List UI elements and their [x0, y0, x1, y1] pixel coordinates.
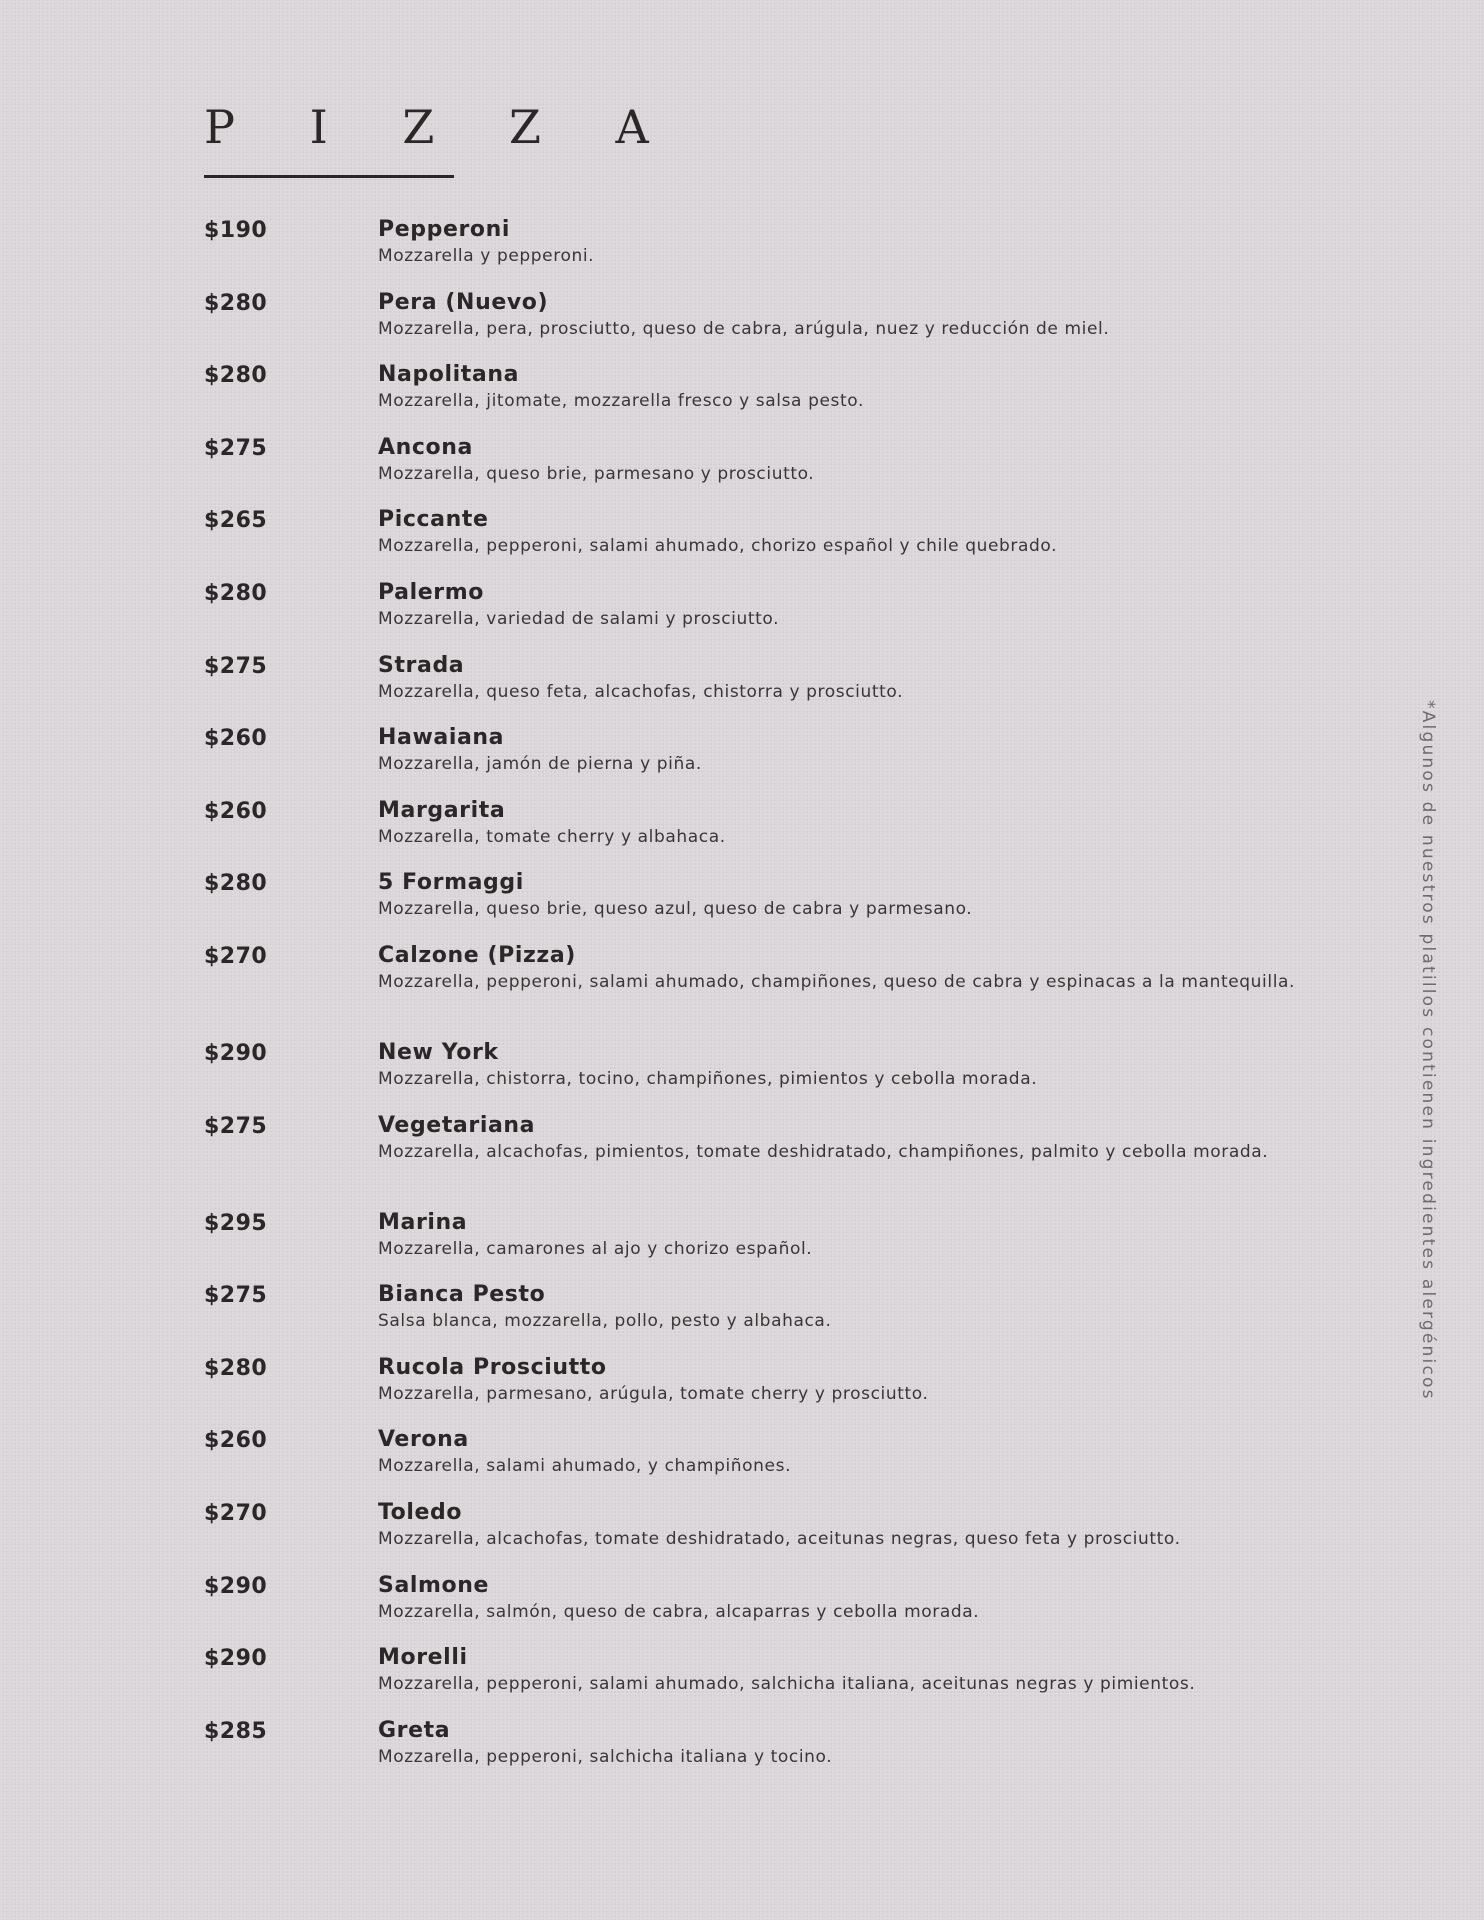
item-price: $275	[204, 1283, 268, 1309]
menu-item	[204, 361, 1324, 434]
item-description: Mozzarella, jamón de pierna y piña.	[378, 754, 702, 775]
item-name: Pepperoni	[378, 217, 511, 242]
item-price: $260	[204, 1428, 268, 1454]
item-name: Hawaiana	[378, 725, 505, 751]
item-name: Morelli	[378, 1645, 468, 1671]
item-description: Mozzarella, salmón, queso de cabra, alcaparras y cebolla morada.	[378, 1601, 980, 1622]
item-description: Mozzarella, tomate cherry y albahaca.	[378, 826, 726, 847]
item-name: New York	[378, 1039, 499, 1065]
item-description: Mozzarella, salami ahumado, y champiñones.	[378, 1456, 792, 1477]
item-price: $275	[204, 1113, 268, 1139]
item-description: Mozzarella, camarones al ajo y chorizo español.	[378, 1238, 813, 1259]
item-description: Mozzarella, alcachofas, tomate deshidratado, aceitunas negras, queso feta y prosciutto.	[378, 1528, 1181, 1549]
item-price: $265	[204, 508, 268, 534]
menu-item	[204, 1281, 1324, 1354]
item-name: Verona	[378, 1427, 469, 1453]
allergen-note: *Algunos de nuestros platillos contienen ingredientes alergénicos	[1418, 700, 1438, 1401]
page-title: P I Z Z A	[204, 100, 679, 154]
item-price: $280	[204, 363, 268, 389]
item-description: Salsa blanca, mozzarella, pollo, pesto y albahaca.	[378, 1311, 832, 1332]
item-price: $290	[204, 1573, 268, 1599]
item-description: Mozzarella, variedad de salami y prosciutto.	[378, 608, 780, 629]
item-name: Bianca Pesto	[378, 1282, 546, 1308]
item-name: Rucola Prosciutto	[378, 1354, 607, 1380]
menu-item	[204, 942, 1324, 1039]
title-underline	[204, 175, 454, 178]
item-name: Pera (Nuevo)	[378, 289, 549, 315]
menu-item	[204, 652, 1324, 725]
item-description: Mozzarella, pepperoni, salchicha italiana y tocino.	[378, 1746, 833, 1767]
item-description: Mozzarella, pepperoni, salami ahumado, salchicha italiana, aceitunas negras y pimientos.	[378, 1674, 1196, 1695]
item-name: Palermo	[378, 579, 484, 605]
item-name: Toledo	[378, 1499, 463, 1525]
menu-item	[204, 1499, 1324, 1572]
pizza-menu-list	[204, 216, 1324, 1789]
menu-item	[204, 1209, 1324, 1282]
item-price: $280	[204, 1355, 268, 1381]
menu-item	[204, 289, 1324, 362]
item-description: Mozzarella, queso feta, alcachofas, chistorra y prosciutto.	[378, 681, 904, 702]
item-price: $190	[204, 218, 268, 243]
item-name: Strada	[378, 652, 465, 678]
menu-item	[204, 579, 1324, 652]
item-description: Mozzarella, pepperoni, salami ahumado, champiñones, queso de cabra y espinacas a la mantequilla.	[378, 971, 1296, 992]
item-description: Mozzarella y pepperoni.	[378, 246, 595, 266]
item-description: Mozzarella, chistorra, tocino, champiñones, pimientos y cebolla morada.	[378, 1068, 1038, 1089]
item-description: Mozzarella, jitomate, mozzarella fresco y salsa pesto.	[378, 391, 864, 412]
menu-item	[204, 724, 1324, 797]
item-price: $270	[204, 943, 268, 969]
item-name: Marina	[378, 1209, 468, 1235]
item-price: $280	[204, 580, 268, 606]
item-name: Calzone (Pizza)	[378, 942, 576, 968]
item-price: $290	[204, 1646, 268, 1672]
menu-item	[204, 797, 1324, 870]
item-description: Mozzarella, alcachofas, pimientos, tomate deshidratado, champiñones, palmito y cebolla morada.	[378, 1141, 1269, 1162]
item-description: Mozzarella, queso brie, queso azul, queso de cabra y parmesano.	[378, 899, 973, 920]
item-price: $270	[204, 1500, 268, 1526]
menu-item	[204, 434, 1324, 507]
item-name: Margarita	[378, 797, 506, 823]
menu-item	[204, 1426, 1324, 1499]
item-description: Mozzarella, pepperoni, salami ahumado, chorizo español y chile quebrado.	[378, 536, 1058, 557]
item-price: $295	[204, 1210, 268, 1236]
item-description: Mozzarella, queso brie, parmesano y prosciutto.	[378, 463, 815, 484]
item-price: $260	[204, 798, 268, 824]
item-name: Piccante	[378, 507, 489, 533]
item-name: Salmone	[378, 1572, 490, 1598]
item-name: Ancona	[378, 434, 473, 460]
menu-item	[204, 1644, 1324, 1717]
item-price: $260	[204, 726, 268, 752]
item-name: 5 Formaggi	[378, 870, 524, 896]
menu-item	[204, 869, 1324, 942]
item-description: Mozzarella, parmesano, arúgula, tomate cherry y prosciutto.	[378, 1383, 929, 1404]
menu-item	[204, 1039, 1324, 1112]
item-price: $280	[204, 871, 268, 897]
item-price: $290	[204, 1040, 268, 1066]
menu-item	[204, 1112, 1324, 1209]
menu-item	[204, 1717, 1324, 1790]
item-price: $275	[204, 653, 268, 679]
menu-item	[204, 506, 1324, 579]
item-description: Mozzarella, pera, prosciutto, queso de cabra, arúgula, nuez y reducción de miel.	[378, 318, 1110, 339]
item-price: $285	[204, 1718, 268, 1744]
menu-item	[204, 1354, 1324, 1427]
item-price: $275	[204, 435, 268, 461]
menu-item	[204, 1572, 1324, 1645]
item-price: $280	[204, 290, 268, 316]
item-name: Napolitana	[378, 362, 520, 388]
menu-item	[204, 216, 1324, 289]
item-name: Vegetariana	[378, 1112, 536, 1138]
item-name: Greta	[378, 1717, 451, 1743]
